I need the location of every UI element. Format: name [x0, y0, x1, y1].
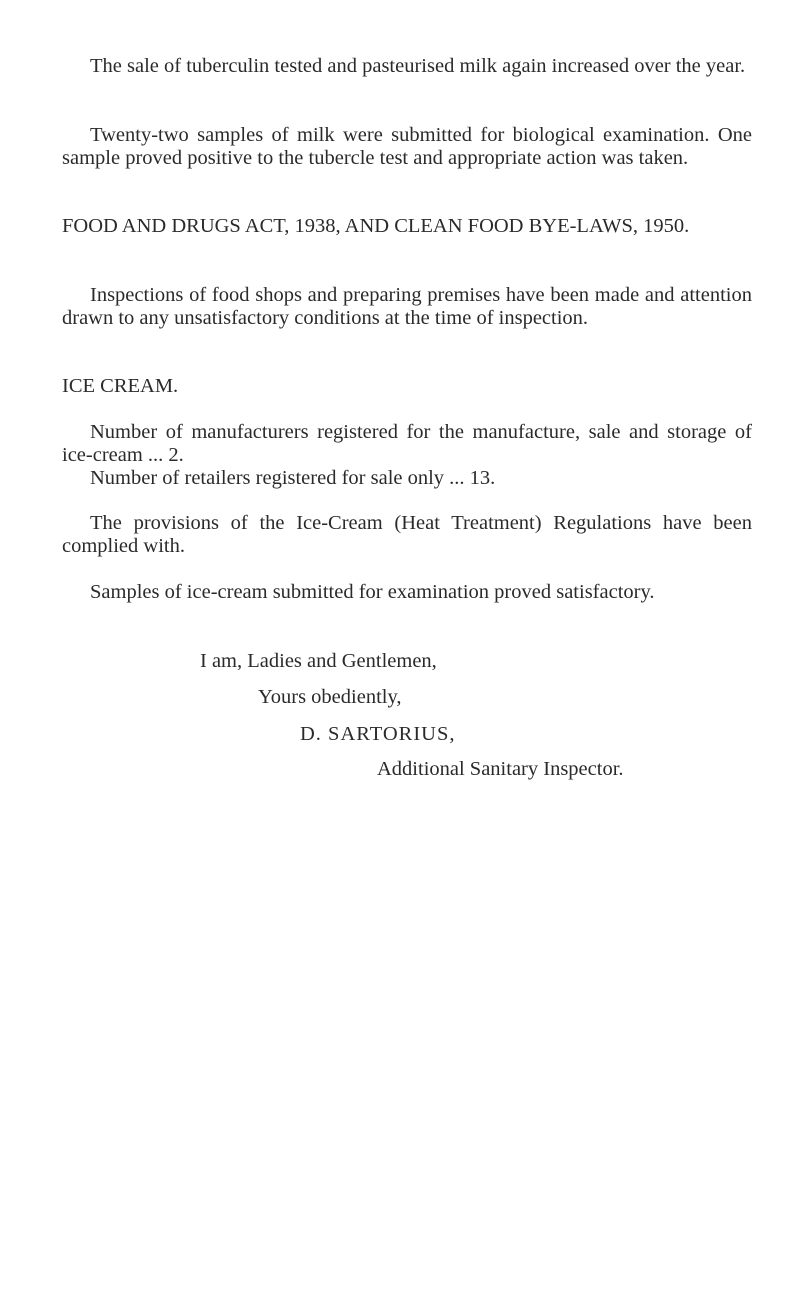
closing: Yours obediently, — [258, 686, 402, 708]
samples-paragraph: Samples of ice-cream submitted for examination proved satisfactory. — [90, 581, 655, 603]
retailers-line: Number of retailers registered for sale only ... 13. — [90, 467, 496, 489]
biological-paragraph: Twenty-two samples of milk were submitted for biological examination. One sample proved positive to the tubercle test and appropriate action was taken. — [62, 124, 752, 169]
manufacturers-line: Number of manufacturers registered for the manufacture, sale and storage of ice-cream ... 2. — [62, 421, 752, 466]
ice-cream-heading: ICE CREAM. — [62, 375, 179, 397]
tuberculin-paragraph: The sale of tuberculin tested and pasteurised milk again increased over the year. — [90, 55, 746, 77]
food-drugs-paragraph: Inspections of food shops and preparing premises have been made and attention drawn to any unsatisfactory conditions at the time of inspection. — [62, 284, 752, 329]
food-drugs-heading: FOOD AND DRUGS ACT, 1938, AND CLEAN FOOD BYE-LAWS, 1950. — [62, 215, 690, 237]
salutation: I am, Ladies and Gentlemen, — [200, 650, 437, 672]
signatory-name: D. SARTORIUS, — [300, 723, 456, 745]
regulations-paragraph: The provisions of the Ice-Cream (Heat Treatment) Regulations have been complied with. — [62, 512, 752, 557]
signatory-title: Additional Sanitary Inspector. — [377, 758, 624, 780]
